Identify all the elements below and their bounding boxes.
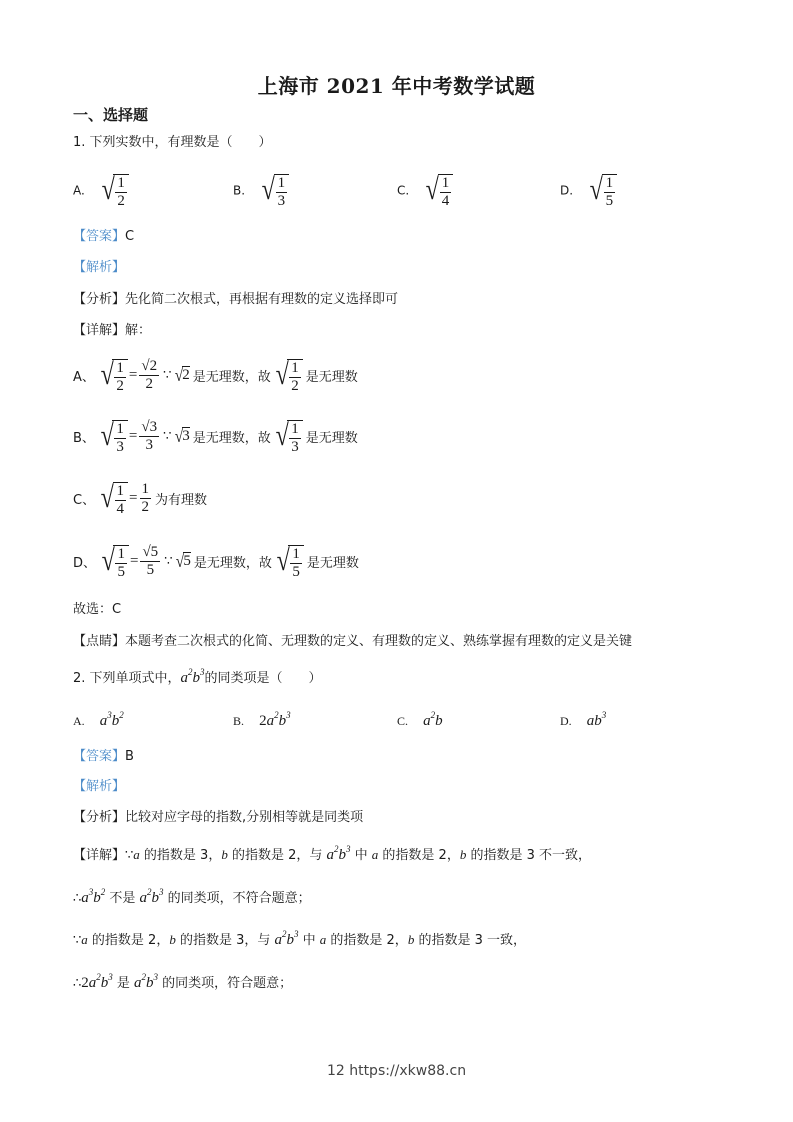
fenxi-tag: 【分析】 xyxy=(73,810,126,825)
q1-option-a xyxy=(73,170,129,210)
q1-step-b: B、 √ $\frac{1}{3}$ = $\frac{√3}{3}$ ∵ √ 3 是无理数，故 √ $\frac{1}{3}$ 是无理数 xyxy=(73,418,358,455)
option-label: D. xyxy=(560,183,574,198)
option-label: B. xyxy=(233,183,246,198)
q1-step-c: C、 √ $\frac{1}{4}$ = $\frac{1}{2}$ 为有理数 xyxy=(73,480,208,517)
q2-option-a: A. $a^3b^2$ xyxy=(73,710,124,729)
dianjing-tag: 【点睛】 xyxy=(73,634,126,649)
q1-option-b xyxy=(233,170,289,210)
q1-answer xyxy=(73,227,134,247)
q1-option-d xyxy=(560,170,617,210)
q2-stem: 2. 下列单项式中，$a^2b^3$的同类项是（ ） xyxy=(73,667,322,686)
sqrt-fraction: √ $\frac{1}{4}$ xyxy=(424,170,453,210)
q2-xiangjie-line-1: 【详解】∵a 的指数是 3，b 的指数是 2，与 $a^2b^3$ 中 a 的指数是 2，b 的指数是 3 不一致， xyxy=(73,844,591,863)
xiangjie-tag: 【详解】 xyxy=(73,323,126,338)
q2-analysis-tag: 【解析】 xyxy=(73,779,126,794)
q2-xiangjie-line-3: ∵a 的指数是 2，b 的指数是 3，与 $a^2b^3$ 中 a 的指数是 2，b 的指数是 3 一致， xyxy=(73,929,526,948)
q1-option-c xyxy=(397,170,453,210)
section-heading: 一、选择题 xyxy=(73,106,149,124)
monomial-expr: $a^2b^3$ xyxy=(180,667,205,686)
q1-step-d: D、 √ $\frac{1}{5}$ = $\frac{√5}{5}$ ∵ √ 5 是无理数，故 √ $\frac{1}{5}$ 是无理数 xyxy=(73,543,359,580)
sqrt-fraction: √ $\frac{1}{2}$ xyxy=(100,170,129,210)
q1-analysis-tag: 【解析】 xyxy=(73,260,126,275)
q1-xiangjie xyxy=(73,321,151,341)
answer-value: B xyxy=(125,749,134,764)
page-footer: 12 https://xkw88.cn xyxy=(326,1063,467,1079)
fenxi-text: 比较对应字母的指数,分别相等就是同类项 xyxy=(125,810,364,825)
q2-option-d: D. $ab^3$ xyxy=(560,710,607,729)
q2-answer xyxy=(73,747,134,767)
q1-fenxi xyxy=(73,290,398,310)
sqrt-fraction: √ $\frac{1}{3}$ xyxy=(260,170,289,210)
fenxi-text: 先化简二次根式，再根据有理数的定义选择即可 xyxy=(125,292,399,307)
q2-xiangjie-line-2: $\therefore a^3b^2$ 不是 $a^2b^3$ 的同类项，不符合题意； xyxy=(73,887,311,906)
answer-value: C xyxy=(125,229,135,244)
answer-tag: 【答案】 xyxy=(73,229,126,244)
q2-option-c: C. $a^2b$ xyxy=(397,710,443,729)
q1-stem: 1. 下列实数中，有理数是（ ） xyxy=(73,135,272,150)
q2-xiangjie-line-4: $\therefore 2a^2b^3$ 是 $a^2b^3$ 的同类项，符合题意； xyxy=(73,972,293,991)
option-label: C. xyxy=(397,183,410,198)
sqrt-fraction: √ $\frac{1}{5}$ xyxy=(588,170,617,210)
option-label: A. xyxy=(73,183,85,198)
q2-option-b: B. $2a^2b^3$ xyxy=(233,710,291,729)
xiangjie-text: 解： xyxy=(125,323,152,338)
q1-dianjing xyxy=(73,632,632,652)
answer-tag: 【答案】 xyxy=(73,749,126,764)
dianjing-text: 本题考查二次根式的化简、无理数的定义、有理数的定义、熟练掌握有理数的定义是关键 xyxy=(125,634,633,649)
q1-conclusion: 故选：C xyxy=(73,602,122,617)
q2-fenxi xyxy=(73,808,363,828)
q1-step-a: A、 √ $\frac{1}{2}$ = $\frac{√2}{2}$ ∵ √ 2 是无理数，故 √ $\frac{1}{2}$ 是无理数 xyxy=(73,357,358,394)
document-title: 上海市 2021 年中考数学试题 xyxy=(257,74,536,98)
fenxi-tag: 【分析】 xyxy=(73,292,126,307)
